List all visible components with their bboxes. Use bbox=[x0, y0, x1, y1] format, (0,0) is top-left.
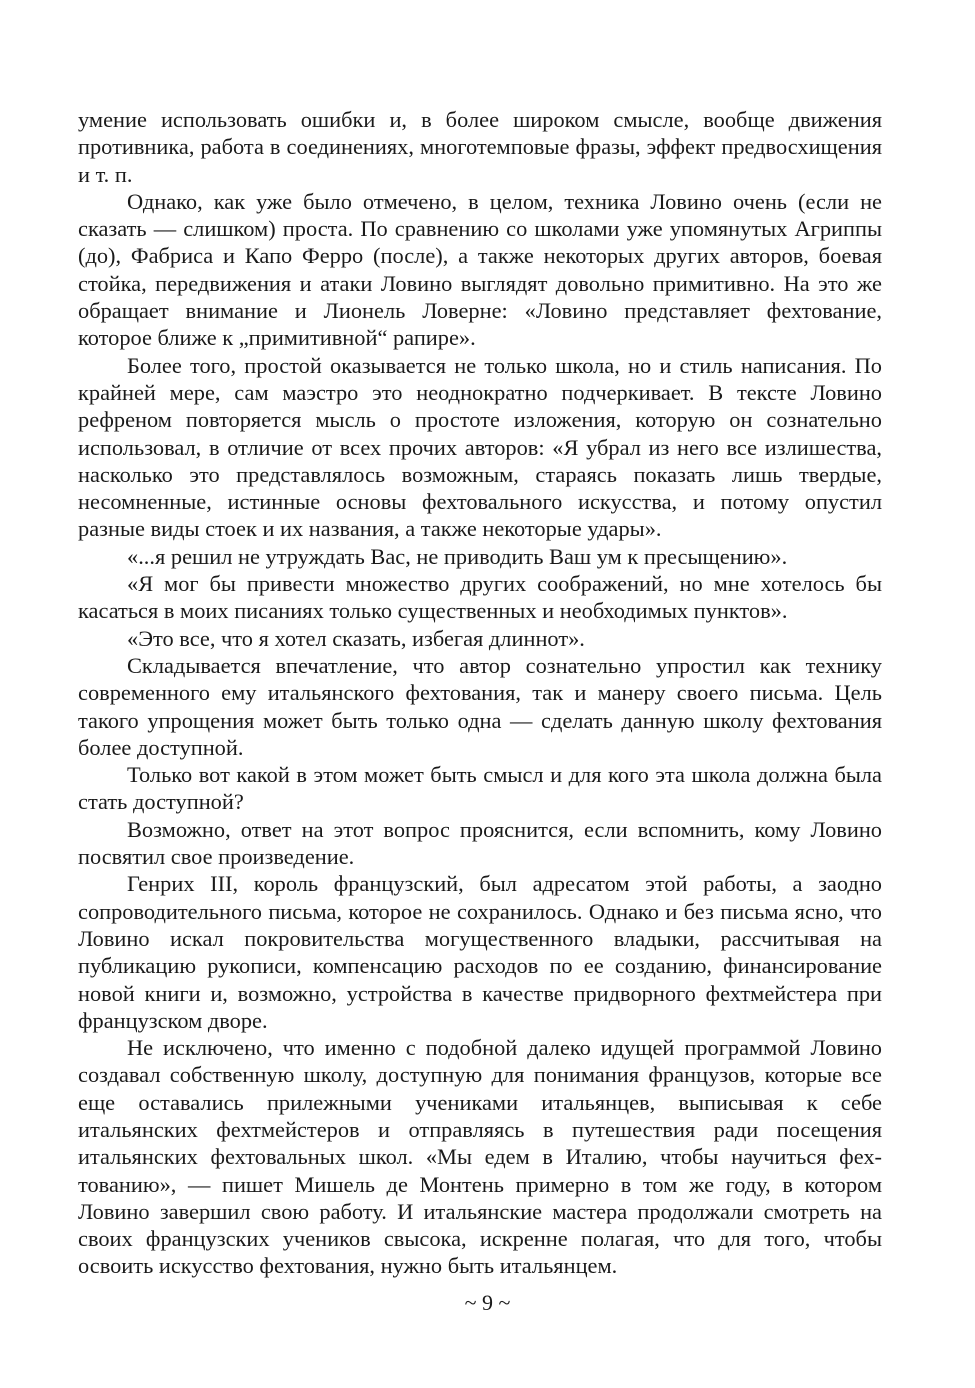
paragraph: умение использовать ошибки и, в более широком смысле, вообще движения противника, работа в соединениях, многотемповые фразы, эффект предвосхищения и т. п. bbox=[78, 107, 882, 187]
paragraph: «Я мог бы привести множество других соображений, но мне хотелось бы касаться в моих писаниях только существенных и необходимых пунктов». bbox=[78, 571, 882, 624]
paragraph: Только вот какой в этом может быть смысл и для кого эта школа должна была стать доступной? bbox=[78, 762, 882, 815]
page-body bbox=[78, 106, 882, 1280]
paragraph: Генрих III, король французский, был адресатом этой работы, а заодно сопроводительного письма, которое не сохранилось. Однако и без письма ясно, что Ловино искал покровительства могущественного владыки, рассчитывая на публикацию рукописи, компенсацию расходов по ее созданию, финансирование новой книги и, возможно, устройства в качестве придворного фехтмейстера при французском дворе. bbox=[78, 871, 882, 1033]
paragraph: Складывается впечатление, что автор сознательно упростил как технику современного ему итальянского фехтования, так и манеру своего письма. Цель такого упрощения может быть только одна — сделать данную школу фехтования более доступной. bbox=[78, 652, 882, 760]
paragraph: Возможно, ответ на этот вопрос прояснится, если вспомнить, кому Ловино посвятил свое произведение. bbox=[78, 816, 882, 870]
paragraph: Более того, простой оказывается не только школа, но и стиль написания. По крайней мере, сам маэстро это неоднократно подчеркивает. В тексте Ловино рефреном повторяется мысль о простоте изложения, которую он сознательно использовал, в отличие от всех прочих авторов: «Я убрал из него все излишества, насколько это представлялось возможным, стараясь показать лишь твердые, несомненные, истинные основы фехтовального искусства, и потому опустил разные виды стоек и их названия, а также некоторые удары». bbox=[78, 352, 882, 542]
paragraph: «Это все, что я хотел сказать, избегая длиннот». bbox=[127, 625, 585, 651]
paragraph: «...я решил не утруждать Вас, не приводить Ваш ум к пресыщению». bbox=[127, 543, 788, 569]
paragraph: Не исключено, что именно с подобной далеко идущей программой Ловино создавал собственную школу, доступную для понимания французов, которые все еще оставались прилежными учениками итальянцев, выписывая к себе итальянских фехтмейстеров и отправляясь в путешествия ради посещения итальянских фехтовальных школ. «Мы едем в Италию, чтобы научиться фехтованию», — пишет Мишель де Монтень примерно в том же году, в котором Ловино завершил свою работу. И итальянские мастера продолжали смотреть на своих французских учеников свысока, искренне полагая, что для того, чтобы освоить искусство фехтования, нужно быть итальянцем. bbox=[78, 1035, 882, 1279]
paragraph: Однако, как уже было отмечено, в целом, техника Ловино очень (если не сказать — слишком) проста. По сравнению со школами уже упомянутых Агриппы (до), Фабриса и Капо Ферро (после), а также некоторых других авторов, боевая стойка, передвижения и атаки Ловино выглядят довольно примитивно. На это же обращает внимание и Лионель Ловерне: «Ловино представляет фехтование, которое ближе к „примитивной“ рапире». bbox=[78, 188, 882, 351]
page-number: ~ 9 ~ bbox=[464, 1290, 511, 1315]
